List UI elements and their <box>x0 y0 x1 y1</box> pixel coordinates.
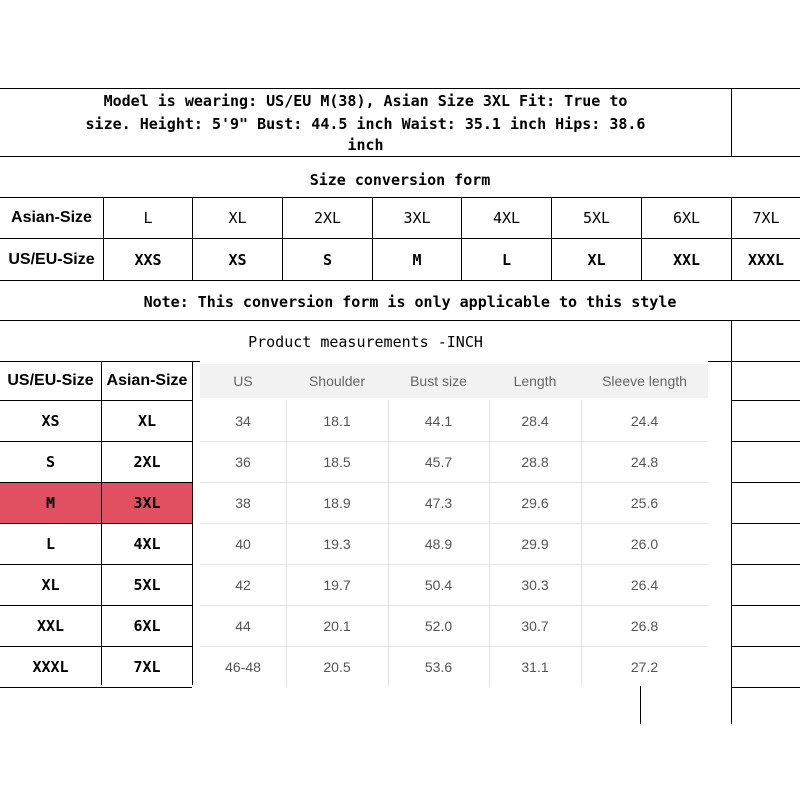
measurement-cell: 29.9 <box>521 536 549 552</box>
divider <box>192 361 193 685</box>
divider <box>731 687 800 688</box>
divider <box>708 361 800 362</box>
header-asian-size: Asian-Size <box>106 372 188 389</box>
measurement-header: Shoulder <box>308 373 366 389</box>
divider <box>640 686 641 724</box>
us-eu-size-cell: L <box>45 535 56 553</box>
asian-size-cell: XL <box>228 209 247 227</box>
measurement-cell: 46-48 <box>225 659 261 675</box>
measurement-cell: 34 <box>235 413 251 429</box>
header-us-eu-size: US/EU-Size <box>7 372 94 389</box>
intro-line-2: size. Height: 5'9" Bust: 44.5 inch Waist: 35.1 inch Hips: 38.6 <box>85 115 646 133</box>
asian-size-cell: 7XL <box>752 209 780 227</box>
divider <box>731 605 800 606</box>
measurement-header: Sleeve length <box>602 373 687 389</box>
us-eu-size-cell: XXXL <box>32 658 69 676</box>
us-size-cell: XXL <box>672 250 701 269</box>
asian-size-cell: XL <box>137 412 157 430</box>
measurement-cell: 28.8 <box>521 454 549 470</box>
measurement-cell: 50.4 <box>424 577 453 593</box>
divider <box>731 88 732 156</box>
asian-size-cell: 4XL <box>133 535 161 553</box>
intro-line-3: inch <box>347 136 384 154</box>
conversion-title: Size conversion form <box>309 171 491 189</box>
divider <box>731 564 800 565</box>
measurement-cell: 53.6 <box>424 659 453 675</box>
asian-size-cell: 2XL <box>313 209 342 227</box>
measurements-title: Product measurements -INCH <box>248 333 483 351</box>
us-eu-size-cell: XL <box>41 576 60 594</box>
measurement-header: US <box>233 373 253 389</box>
asian-size-label: Asian-Size <box>11 209 92 226</box>
measurement-cell: 18.9 <box>323 495 351 511</box>
measurement-cell: 40 <box>235 536 251 552</box>
measurement-cell: 30.7 <box>521 618 549 634</box>
measurement-cell: 44 <box>235 618 251 634</box>
conversion-note: Note: This conversion form is only applicable to this style <box>143 293 677 311</box>
measurement-cell: 45.7 <box>424 454 453 470</box>
measurement-cell: 36 <box>235 454 251 470</box>
measurement-cell: 24.4 <box>630 413 659 429</box>
measurement-cell: 19.7 <box>323 577 351 593</box>
measurement-header: Bust size <box>410 373 467 389</box>
us-size-cell: XS <box>228 250 247 269</box>
divider <box>731 320 732 724</box>
us-eu-size-cell: M <box>0 483 101 523</box>
us-size-cell: XXXL <box>747 250 785 269</box>
measurement-cell: 48.9 <box>424 536 453 552</box>
divider <box>0 687 192 688</box>
asian-size-cell: 3XL <box>102 483 192 523</box>
measurement-cell: 38 <box>235 495 251 511</box>
asian-size-cell: 5XL <box>582 209 611 227</box>
us-size-cell: M <box>412 250 422 269</box>
divider <box>731 646 800 647</box>
measurement-cell: 26.8 <box>630 618 659 634</box>
asian-size-cell: 3XL <box>403 209 431 227</box>
us-size-cell: XL <box>587 250 606 269</box>
measurement-cell: 26.0 <box>630 536 659 552</box>
measurement-cell: 28.4 <box>521 413 549 429</box>
divider <box>0 320 800 321</box>
divider <box>731 441 800 442</box>
divider <box>731 482 800 483</box>
measurement-cell: 26.4 <box>630 577 659 593</box>
measurement-cell: 20.5 <box>323 659 351 675</box>
measurement-cell: 18.5 <box>323 454 351 470</box>
measurement-cell: 19.3 <box>323 536 351 552</box>
us-size-label: US/EU-Size <box>8 250 95 268</box>
measurement-cell: 18.1 <box>323 413 351 429</box>
measurement-cell: 44.1 <box>424 413 453 429</box>
measurement-cell: 30.3 <box>521 577 549 593</box>
asian-size-cell: 5XL <box>133 576 161 594</box>
divider <box>0 88 800 89</box>
us-size-cell: L <box>501 250 512 269</box>
asian-size-cell: 2XL <box>133 453 161 471</box>
us-size-cell: S <box>322 250 333 269</box>
asian-size-cell: 4XL <box>492 209 521 227</box>
measurement-cell: 47.3 <box>424 495 453 511</box>
measurement-cell: 20.1 <box>323 618 351 634</box>
measurement-cell: 29.6 <box>521 495 549 511</box>
divider <box>0 156 800 157</box>
us-eu-size-cell: S <box>45 453 56 471</box>
us-eu-size-cell: XS <box>41 412 60 430</box>
measurement-cell: 27.2 <box>630 659 659 675</box>
us-size-cell: XXS <box>134 250 162 269</box>
divider <box>0 280 800 281</box>
measurement-cell: 31.1 <box>521 659 549 675</box>
asian-size-cell: 6XL <box>133 617 161 635</box>
asian-size-cell: L <box>143 209 153 227</box>
asian-size-cell: 7XL <box>133 658 161 676</box>
intro-line-1: Model is wearing: US/EU M(38), Asian Size 3XL Fit: True to <box>103 92 628 110</box>
measurement-cell: 24.8 <box>630 454 659 470</box>
measurement-cell: 42 <box>235 577 251 593</box>
measurement-header: Length <box>513 373 557 389</box>
us-eu-size-cell: XXL <box>36 617 65 635</box>
divider <box>731 523 800 524</box>
measurement-cell: 25.6 <box>630 495 659 511</box>
measurement-cell: 52.0 <box>424 618 453 634</box>
asian-size-cell: 6XL <box>672 209 701 227</box>
divider <box>731 400 800 401</box>
